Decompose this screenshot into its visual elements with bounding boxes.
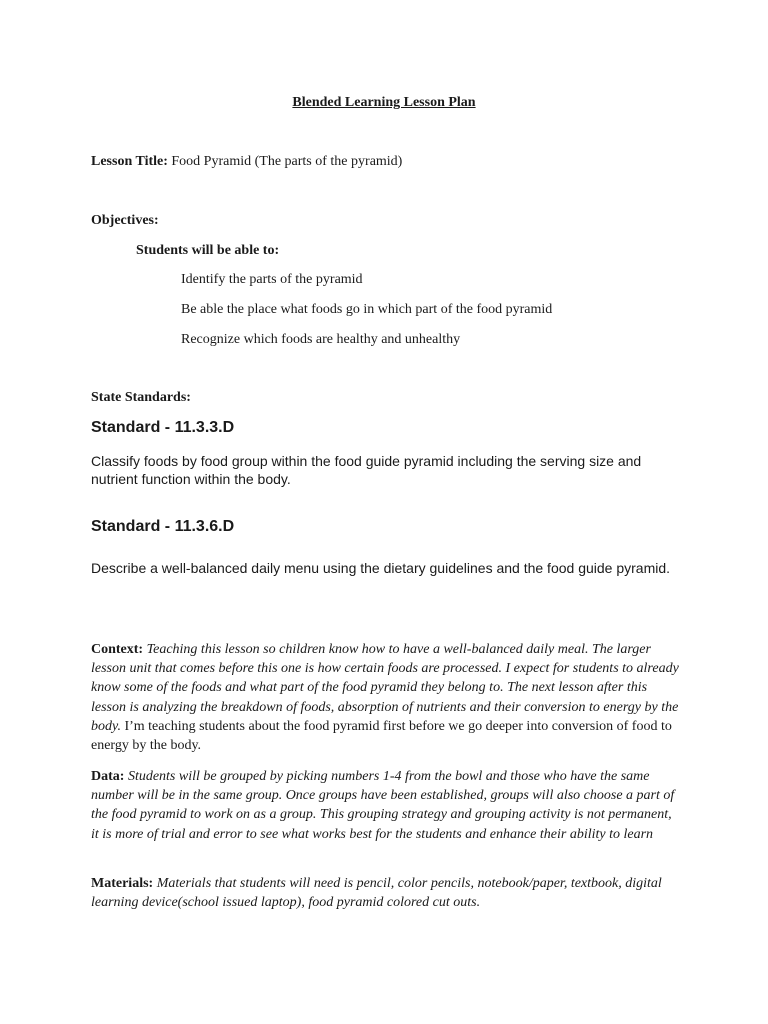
standard-text: Describe a well-balanced daily menu using the dietary guidelines and the food guide pyramid.	[91, 560, 671, 576]
state-standards-label: State Standards:	[91, 390, 191, 405]
standard-text: Classify foods by food group within the food guide pyramid including the serving size and nutrient function within the body.	[91, 453, 642, 487]
materials-label: Materials:	[91, 876, 154, 891]
data-label: Data:	[91, 769, 125, 784]
objective-item: Identify the parts of the pyramid	[181, 272, 363, 287]
data-text: Students will be grouped by picking numbers 1-4 from the bowl and those who have the same number will be in the same group. Once groups have been established, groups will also choose a part of the food pyramid to work on as a group. This grouping strategy and grouping activity is not permanent, it is more of trial and error to see what works best for the students and enhance their ability to learn	[91, 769, 675, 842]
materials-paragraph	[91, 874, 681, 912]
materials-text: Materials that students will need is pencil, color pencils, notebook/paper, textbook, digital learning device(school issued laptop), food pyramid colored cut outs.	[91, 876, 662, 911]
context-paragraph	[91, 640, 681, 755]
objective-item: Be able the place what foods go in which part of the food pyramid	[181, 302, 553, 317]
context-plain-text: I’m teaching students about the food pyramid first before we go deeper into conversion of food to energy by the body.	[91, 718, 672, 754]
data-paragraph	[91, 767, 681, 844]
lesson-title-line	[91, 154, 402, 170]
lesson-title-value: Food Pyramid (The parts of the pyramid)	[171, 154, 403, 169]
objective-item: Recognize which foods are healthy and unhealthy	[181, 332, 461, 347]
standard-heading: Standard - 11.3.3.D	[91, 419, 235, 436]
standard-heading: Standard - 11.3.6.D	[91, 518, 235, 535]
objectives-label: Objectives:	[91, 213, 159, 228]
document-title: Blended Learning Lesson Plan	[292, 95, 476, 110]
context-italic-text: Teaching this lesson so children know how to have a well-balanced daily meal. The larger lesson unit that comes before this one is how certain foods are processed. I expect for students to already know some of the foods and what part of the food pyramid they belong to. The next lesson after this lesson is analyzing the breakdown of foods, absorption of nutrients and their conversion to energy by the body.	[91, 642, 679, 734]
students-label: Students will be able to:	[136, 243, 280, 258]
context-label: Context:	[91, 642, 144, 657]
lesson-title-label: Lesson Title:	[91, 154, 168, 169]
